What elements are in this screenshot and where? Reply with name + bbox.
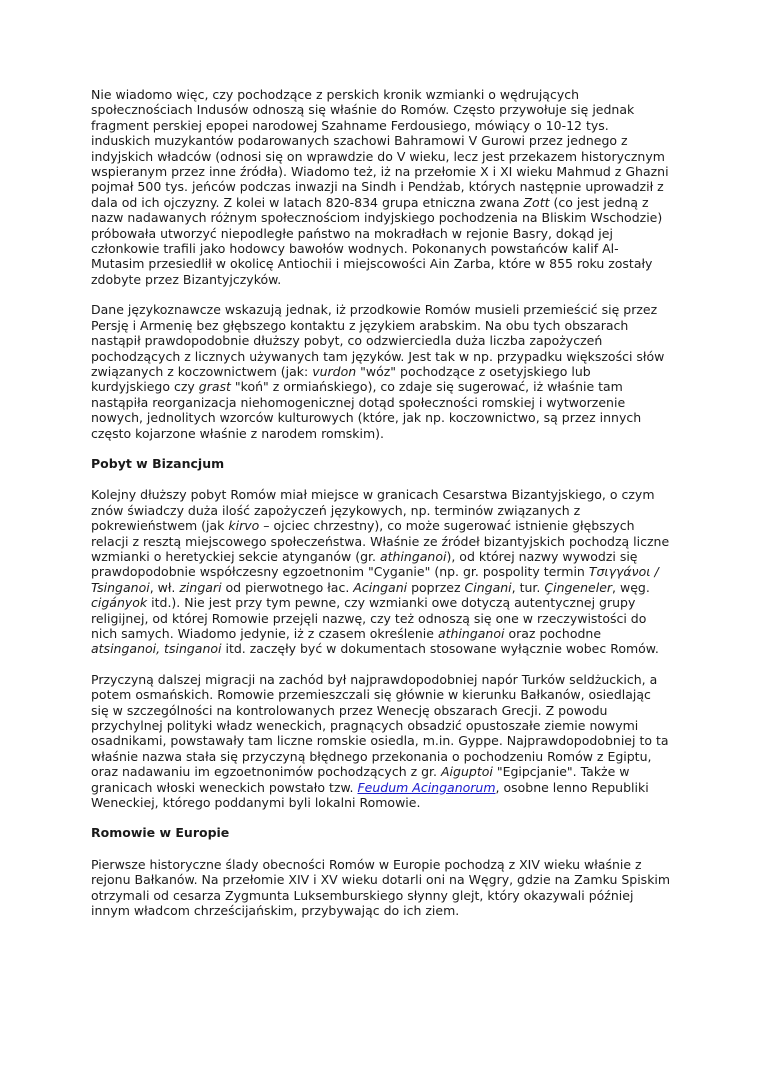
italic-term: Τσιγγάνοι / Tsinganoi bbox=[91, 564, 659, 595]
text-span: , tur. bbox=[511, 579, 545, 595]
italic-term: kirvo bbox=[228, 518, 260, 534]
italic-term: Acingani bbox=[353, 579, 408, 595]
heading-byzantium: Pobyt w Bizancjum bbox=[91, 455, 225, 471]
italic-term: atsinganoi, tsinganoi bbox=[91, 641, 222, 657]
italic-term: cigányok bbox=[91, 595, 148, 611]
text-span: "wóz" pochodzące z osetyjskiego lub kurdyjskiego czy bbox=[91, 363, 591, 395]
text-span: Nie wiadomo więc, czy pochodzące z perskich kronik wzmianki o wędrujących społecznościach Indusów odnoszą się właśnie do Romów. Często przywołuje się jednak fragment perskiej epopei narodowej Szahname Ferdousiego, mówiący o 10-12 tys. induskich muzykantów podarowanych szachowi Bahramowi V Gurowi przez jednego z indyjskich władców (odnosi się on wprawdzie do V wieku, lecz jest przekazem historycznym wspieranym przez inne źródła). Wiadomo też, iż na przełomie X i XI wieku Mahmud z Ghazni pojmał 500 tys. jeńców podczas inwazji na Sindh i Pendżab, których następnie uprowadził z dala od ich ojczyzny. Z kolei w latach 820-834 grupa etniczna zwana bbox=[91, 87, 669, 210]
italic-term: Zott bbox=[523, 194, 550, 210]
text-span: "Egipcjanie". Także w granicach włoski weneckich powstało tzw. bbox=[91, 764, 630, 795]
text-span: itd. zaczęły być w dokumentach stosowane wyłącznie wobec Romów. bbox=[221, 641, 659, 657]
text-span: oraz pochodne bbox=[504, 626, 602, 641]
italic-term: Aiguptoi bbox=[441, 764, 493, 780]
text-span: od pierwotnego łac. bbox=[221, 579, 354, 595]
text-span: (co jest jedną z nazw nadawanych różnym społecznościom indyjskiego pochodzenia na Bliskim Wschodzie) próbowała utworzyć niepodległe państwo na mokradłach w rejonie Basry, dokąd jej członkowie trafili jako hodowcy bawołów wodnych. Pokonanych powstańców kalif Al-Mutasim przesiedlił w okolicę Antiochii i miejscowości Ain Zarba, które w 855 roku zostały zdobyte przez Bizantyjczyków. bbox=[91, 194, 663, 287]
italic-term: zingari bbox=[179, 579, 222, 595]
article-body bbox=[91, 87, 671, 934]
italic-term: grast bbox=[198, 379, 231, 395]
text-span: – ojciec chrzestny), co może sugerować istnienie głębszych relacji z resztą miejscowego społeczeństwa. Właśnie ze źródeł bizantyjskich pochodzą liczne wzmianki o heretyckiej sekcie atynganów (gr. bbox=[91, 518, 670, 564]
text-span: ), od której nazwy wywodzi się prawdopodobnie współczesny egzoetnonim "Cyganie" (np. gr. pospolity termin bbox=[91, 548, 638, 580]
italic-term: vurdon bbox=[312, 363, 357, 379]
text-span: poprzez bbox=[407, 579, 465, 595]
text-span: Dane językoznawcze wskazują jednak, iż przodkowie Romów musieli przemieścić się przez Persję i Armenię bez głębszego kontaktu z językiem arabskim. Na obu tych obszarach nastąpił prawdopodobnie dłuższy pobyt, co odzwierciedla duża liczba zapożyczeń pochodzących z licznych używanych tam języków. Jest tak w np. przypadku większości słów związanych z koczownictwem (jak: bbox=[91, 302, 665, 379]
paragraph-europe: Pierwsze historyczne ślady obecności Romów w Europie pochodzą z XIV wieku właśnie z rejonu Bałkanów. Na przełomie XIV i XV wieku dotarli oni na Węgry, gdzie na Zamku Spiskim otrzymali od cesarza Zygmunta Luksemburskiego słynny glejt, który okazywali później innym władcom chrześcijańskim, przybywając do ich ziem. bbox=[91, 856, 671, 919]
italic-term: Cingani bbox=[464, 579, 512, 595]
text-span: "koń" z ormiańskiego), co zdaje się sugerować, iż właśnie tam nastąpiła reorganizacja niehomogenicznej dotąd społeczności romskiej i wytworzenie nowych, jednolitych wzorców kulturowych (które, jak np. koczownictwo, są przez innych często kojarzone właśnie z narodem romskim). bbox=[91, 379, 642, 441]
heading-europe: Romowie w Europie bbox=[91, 825, 230, 841]
paragraph-byzantium bbox=[91, 487, 671, 656]
feudum-acinganorum-link[interactable]: Feudum Acinganorum bbox=[357, 779, 496, 795]
text-span: , węg. bbox=[612, 579, 650, 595]
italic-term: athinganoi bbox=[437, 626, 505, 641]
text-span: , osobne lenno Republiki Weneckiej, którego poddanymi byli lokalni Romowie. bbox=[91, 779, 649, 811]
paragraph-linguistic-data bbox=[91, 302, 671, 441]
text-span: Kolejny dłuższy pobyt Romów miał miejsce w granicach Cesarstwa Bizantyjskiego, o czym znów świadczy duża ilość zapożyczeń językowych, np. terminów związanych z pokrewieństwem (jak bbox=[91, 487, 655, 534]
paragraph-migration-west bbox=[91, 672, 671, 811]
text-span: , wł. bbox=[149, 579, 180, 595]
italic-term: Çingeneler bbox=[544, 579, 613, 595]
text-span: Przyczyną dalszej migracji na zachód był najprawdopodobniej napór Turków seldżuckich, a potem osmańskich. Romowie przemieszczali się głównie w kierunku Bałkanów, osiedlając się w szczególności na kontrolowanych przez Wenecję obszarach Grecji. Z powodu przychylnej polityki władz weneckich, pragnących obsadzić opustoszałe ziemie nowymi osadnikami, powstawały tam liczne romskie osiedla, m.in. Gyppe. Najprawdopodobniej to ta właśnie nazwa stała się przyczyną błędnego przekonania o pochodzeniu Romów z Egiptu, oraz nadawaniu im egzoetnonimów pochodzących z gr. bbox=[91, 671, 669, 780]
paragraph-persian-sources bbox=[91, 87, 671, 287]
text-span: itd.). Nie jest przy tym pewne, czy wzmianki owe dotyczą autentycznej grupy religijnej, od której Romowie przejęli nazwę, czy też odnoszą się one w rzeczywistości do nich samych. Wiadomo jedynie, iż z czasem określenie bbox=[91, 595, 647, 641]
italic-term: athinganoi bbox=[379, 548, 447, 564]
